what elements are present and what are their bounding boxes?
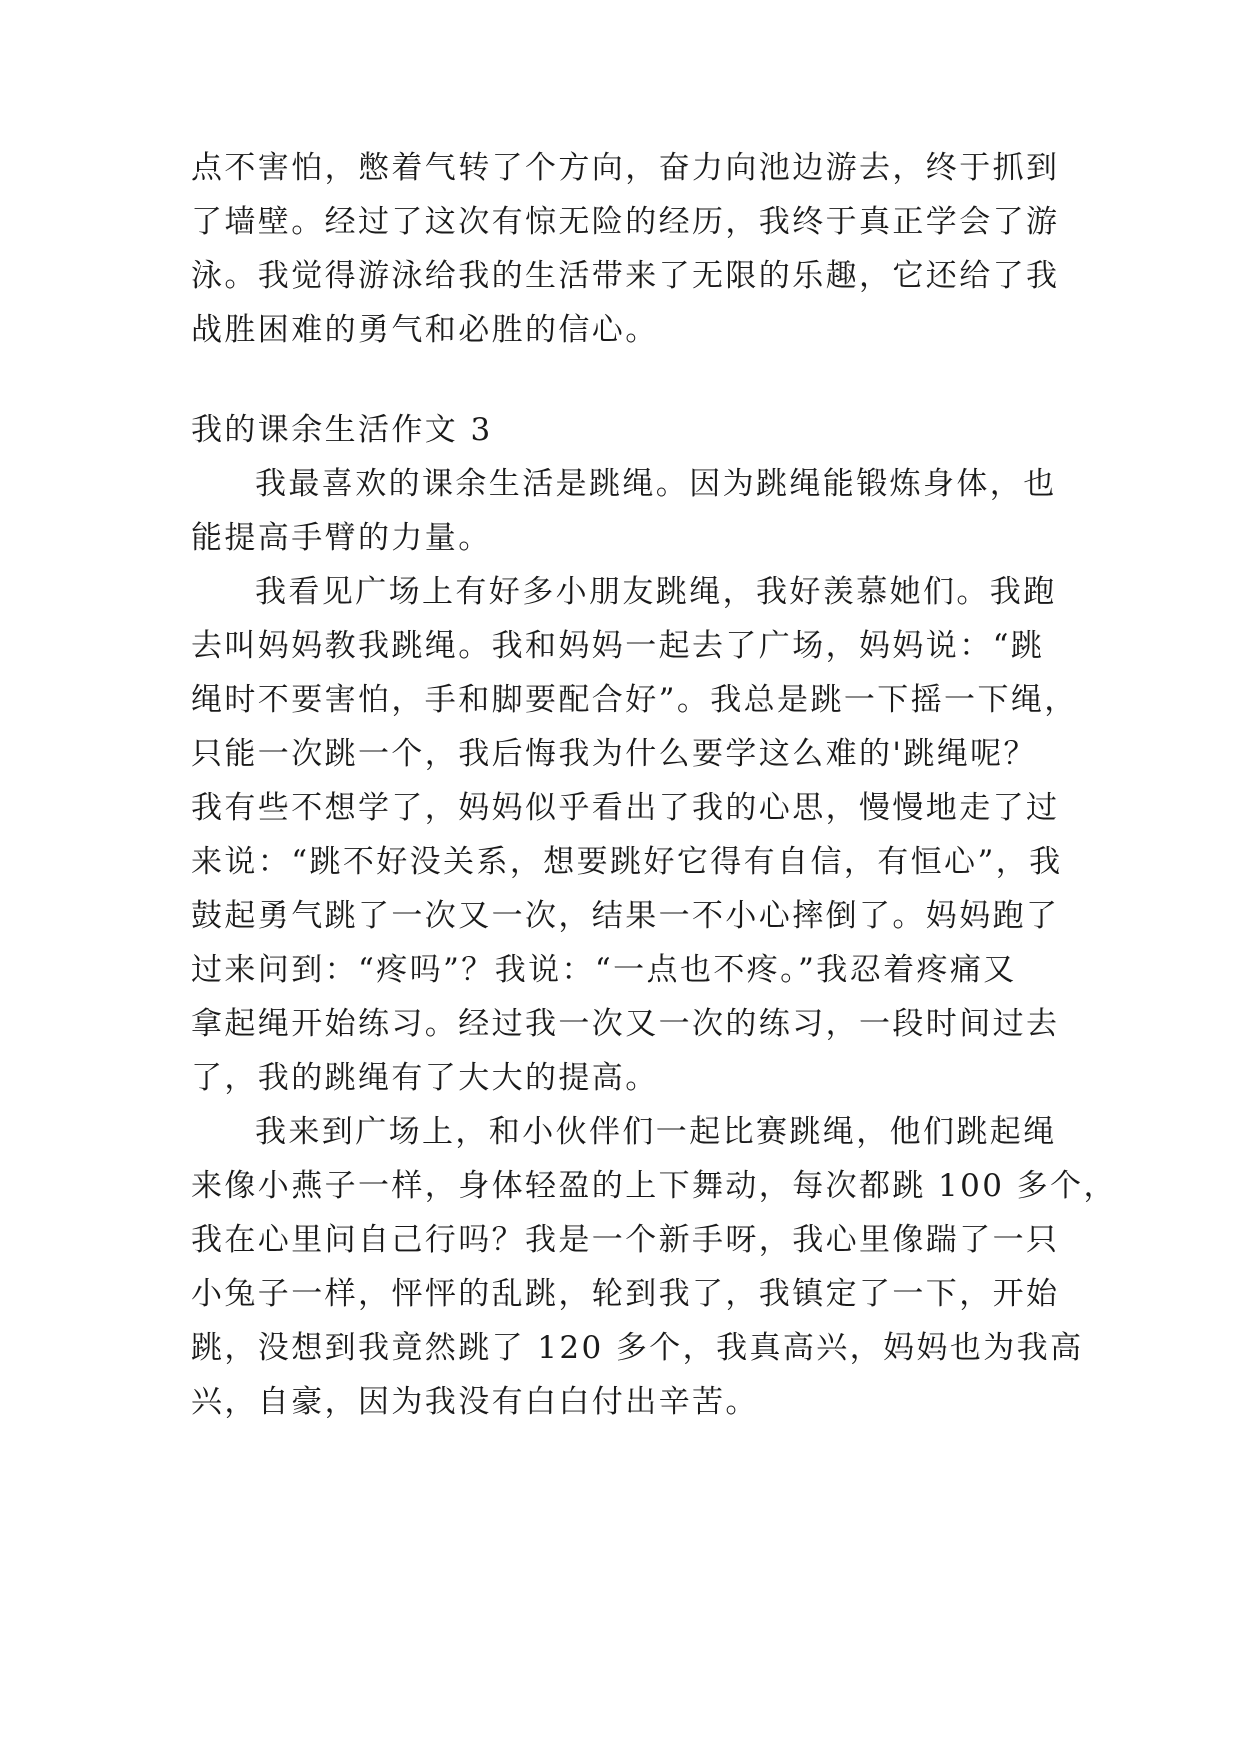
text-line: 我看见广场上有好多小朋友跳绳，我好羡慕她们。我跑: [255, 574, 1057, 610]
text-line: 来说：“跳不好没关系，想要跳好它得有自信，有恒心”，我: [191, 844, 1063, 880]
text-line: 绳时不要害怕，手和脚要配合好”。我总是跳一下摇一下绳，: [191, 682, 1078, 718]
text-line: 战胜困难的勇气和必胜的信心。: [191, 312, 659, 348]
text-line: 我有些不想学了，妈妈似乎看出了我的心思，慢慢地走了过: [191, 790, 1060, 826]
text-line: 去叫妈妈教我跳绳。我和妈妈一起去了广场，妈妈说：“跳: [191, 628, 1045, 664]
text-line: 我最喜欢的课余生活是跳绳。因为跳绳能锻炼身体，也: [255, 466, 1057, 502]
text-line: 我在心里问自己行吗？我是一个新手呀，我心里像踹了一只: [191, 1222, 1060, 1258]
text-line: 了，我的跳绳有了大大的提高。: [191, 1060, 659, 1096]
text-line: 只能一次跳一个，我后悔我为什么要学这么难的'跳绳呢？: [191, 736, 1037, 772]
text-line: 点不害怕，憋着气转了个方向，奋力向池边游去，终于抓到: [191, 150, 1060, 186]
text-line: 能提高手臂的力量。: [191, 520, 492, 556]
section-title: 我的课余生活作文 3: [191, 412, 493, 448]
text-line: 跳，没想到我竟然跳了 120 多个，我真高兴，妈妈也为我高: [191, 1330, 1084, 1366]
text-line: 泳。我觉得游泳给我的生活带来了无限的乐趣，它还给了我: [191, 258, 1060, 294]
text-line: 来像小燕子一样，身体轻盈的上下舞动，每次都跳 100 多个，: [191, 1168, 1117, 1204]
text-line: 鼓起勇气跳了一次又一次，结果一不小心摔倒了。妈妈跑了: [191, 898, 1060, 934]
text-line: 小兔子一样，怦怦的乱跳，轮到我了，我镇定了一下，开始: [191, 1276, 1060, 1312]
text-line: 我来到广场上，和小伙伴们一起比赛跳绳，他们跳起绳: [255, 1114, 1057, 1150]
text-line: 了墙壁。经过了这次有惊无险的经历，我终于真正学会了游: [191, 204, 1060, 240]
text-line: 过来问到：“疼吗”？我说：“一点也不疼。”我忍着疼痛又: [191, 952, 1017, 988]
text-line: 拿起绳开始练习。经过我一次又一次的练习，一段时间过去: [191, 1006, 1060, 1042]
text-line: 兴，自豪，因为我没有白白付出辛苦。: [191, 1384, 759, 1420]
